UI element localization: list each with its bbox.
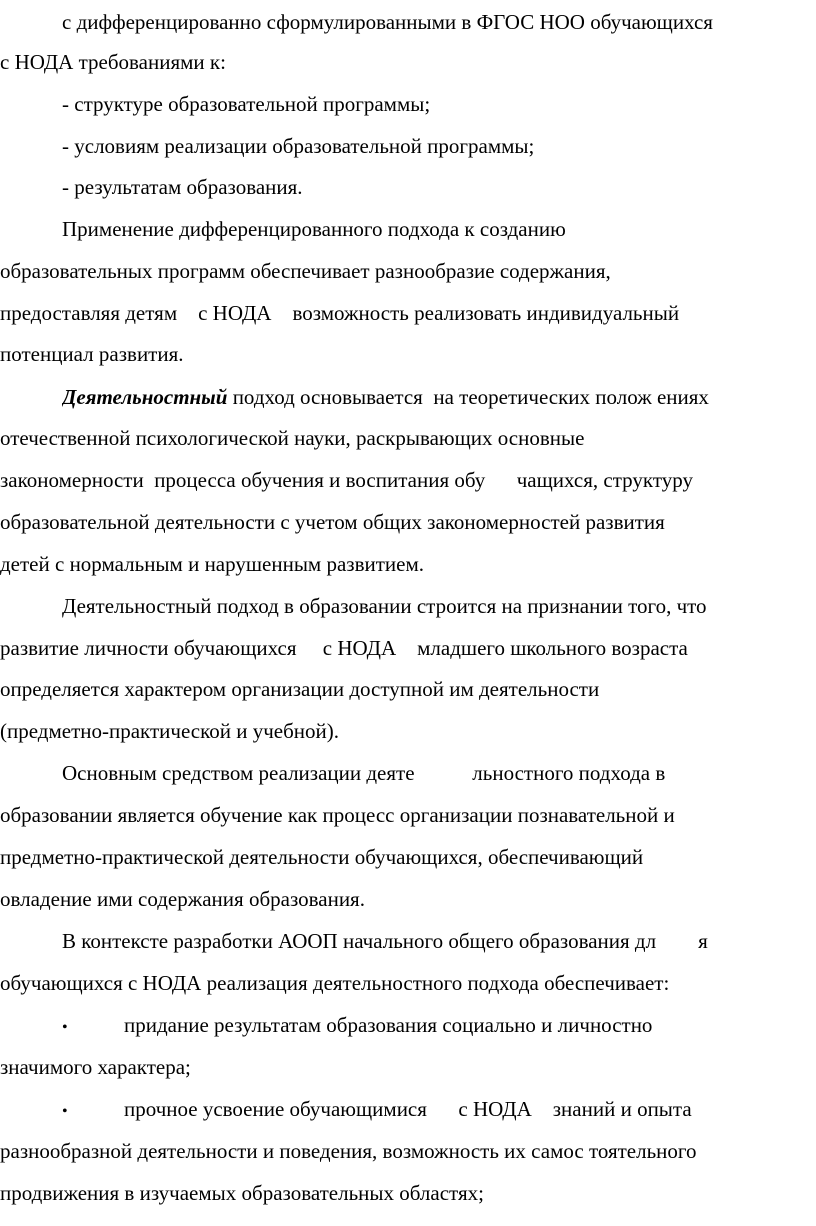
text-line: значимого характера; <box>0 1055 191 1079</box>
text-line: предоставляя детям с НОДА возможность реализовать индивидуальный <box>0 301 680 325</box>
text-line: овладение ими содержания образования. <box>0 887 365 911</box>
text-line: предметно-практической деятельности обучающихся, обеспечивающий <box>0 845 644 869</box>
text-line: образовательной деятельности с учетом общих закономерностей развития <box>0 510 665 534</box>
list-item: - результатам образования. <box>62 175 303 199</box>
emphasized-term: Деятельностный <box>62 385 228 409</box>
bullet-icon <box>62 1004 124 1046</box>
text-fragment: подход основывается на теоретических полож ениях <box>227 385 709 409</box>
text-line: развитие личности обучающихся с НОДА младшего школьного возраста <box>0 636 688 660</box>
bullet-text: прочное усвоение обучающимися с НОДА знаний и опыта <box>124 1097 692 1121</box>
text-line: В контексте разработки АООП начального общего образования дл я <box>62 929 708 953</box>
text-line: потенциал развития. <box>0 342 184 366</box>
bullet-item <box>62 1088 816 1130</box>
text-line: детей с нормальным и нарушенным развитием. <box>0 552 425 576</box>
paragraph-start <box>62 376 816 418</box>
text-line: обучающихся с НОДА реализация деятельностного подхода обеспечивает: <box>0 971 670 995</box>
bullet-text: придание результатам образования социально и личностно <box>124 1013 653 1037</box>
text-line: продвижения в изучаемых образовательных областях; <box>0 1181 484 1205</box>
list-item: - структуре образовательной программы; <box>62 92 431 116</box>
text-line: Деятельностный подход в образовании строится на признании того, что <box>62 594 707 618</box>
text-line: закономерности процесса обучения и воспитания обу чащихся, структуру <box>0 468 693 492</box>
text-line: определяется характером организации доступной им деятельности <box>0 677 600 701</box>
text-line: с дифференцированно сформулированными в ФГОС НОО обучающихся <box>62 10 713 34</box>
text-line: разнообразной деятельности и поведения, возможность их самос тоятельного <box>0 1139 697 1163</box>
bullet-icon <box>62 1088 124 1130</box>
text-line: Применение дифференцированного подхода к созданию <box>62 217 566 241</box>
text-line: образовательных программ обеспечивает разнообразие содержания, <box>0 259 611 283</box>
text-line: с НОДА требованиями к: <box>0 50 226 74</box>
list-item: - условиям реализации образовательной программы; <box>62 134 535 158</box>
text-line: Основным средством реализации деяте льностного подхода в <box>62 761 666 785</box>
text-line: отечественной психологической науки, раскрывающих основные <box>0 426 585 450</box>
bullet-item <box>62 1004 816 1046</box>
text-line: образовании является обучение как процесс организации познавательной и <box>0 803 675 827</box>
text-line: (предметно-практической и учебной). <box>0 719 340 743</box>
